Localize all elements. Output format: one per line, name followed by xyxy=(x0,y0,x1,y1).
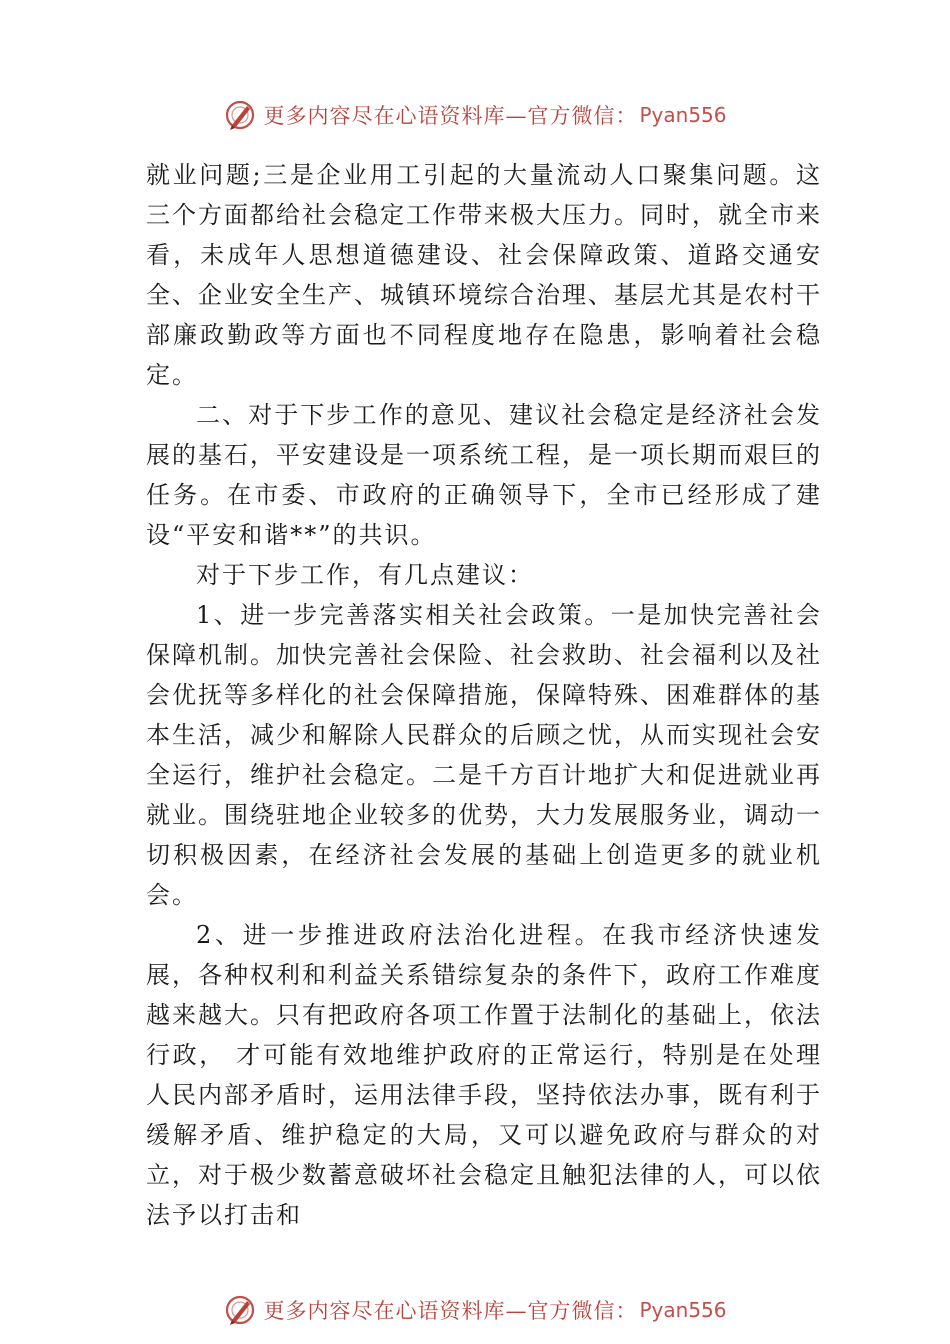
header-banner xyxy=(0,93,950,137)
footer-banner xyxy=(0,1288,950,1332)
pen-logo-icon xyxy=(223,1293,257,1327)
wechat-id: Pyan556 xyxy=(639,1298,727,1322)
banner-text: 更多内容尽在心语资料库—官方微信： xyxy=(263,1299,638,1323)
document-body xyxy=(146,155,822,1235)
paragraph: 1、进一步完善落实相关社会政策。一是加快完善社会保障机制。加快完善社会保险、社会救助、社会福利以及社会优抚等多样化的社会保障措施，保障特殊、困难群体的基本生活，减少和解除人民群众的后顾之忧，从而实现社会安全运行，维护社会稳定。二是千方百计地扩大和促进就业再就业。围绕驻地企业较多的优势，大力发展服务业，调动一切积极因素，在经济社会发展的基础上创造更多的就业机会。 xyxy=(146,601,822,909)
pen-logo-icon xyxy=(223,98,257,132)
banner-text: 更多内容尽在心语资料库—官方微信： xyxy=(263,104,638,128)
paragraph: 2、进一步推进政府法治化进程。在我市经济快速发展，各种权利和利益关系错综复杂的条件下，政府工作难度越来越大。只有把政府各项工作置于法制化的基础上，依法行政， 才可能有效地维护政府的正常运行，特别是在处理人民内部矛盾时，运用法律手段，坚持依法办事，既有利于缓解矛盾、维护稳定的大局，又可以避免政府与群众的对立，对于极少数蓄意破坏社会稳定且触犯法律的人，可以依法予以打击和 xyxy=(146,921,822,1229)
paragraph: 对于下步工作，有几点建议： xyxy=(196,561,534,589)
paragraph: 二、对于下步工作的意见、建议社会稳定是经济社会发展的基石，平安建设是一项系统工程，是一项长期而艰巨的任务。在市委、市政府的正确领导下，全市已经形成了建设“平安和谐**”的共识。 xyxy=(146,401,822,549)
paragraph: 就业问题;三是企业用工引起的大量流动人口聚集问题。这三个方面都给社会稳定工作带来极大压力。同时，就全市来看，未成年人思想道德建设、社会保障政策、道路交通安全、企业安全生产、城镇环境综合治理、基层尤其是农村干部廉政勤政等方面也不同程度地存在隐患，影响着社会稳定。 xyxy=(146,161,822,389)
wechat-id: Pyan556 xyxy=(639,103,727,127)
